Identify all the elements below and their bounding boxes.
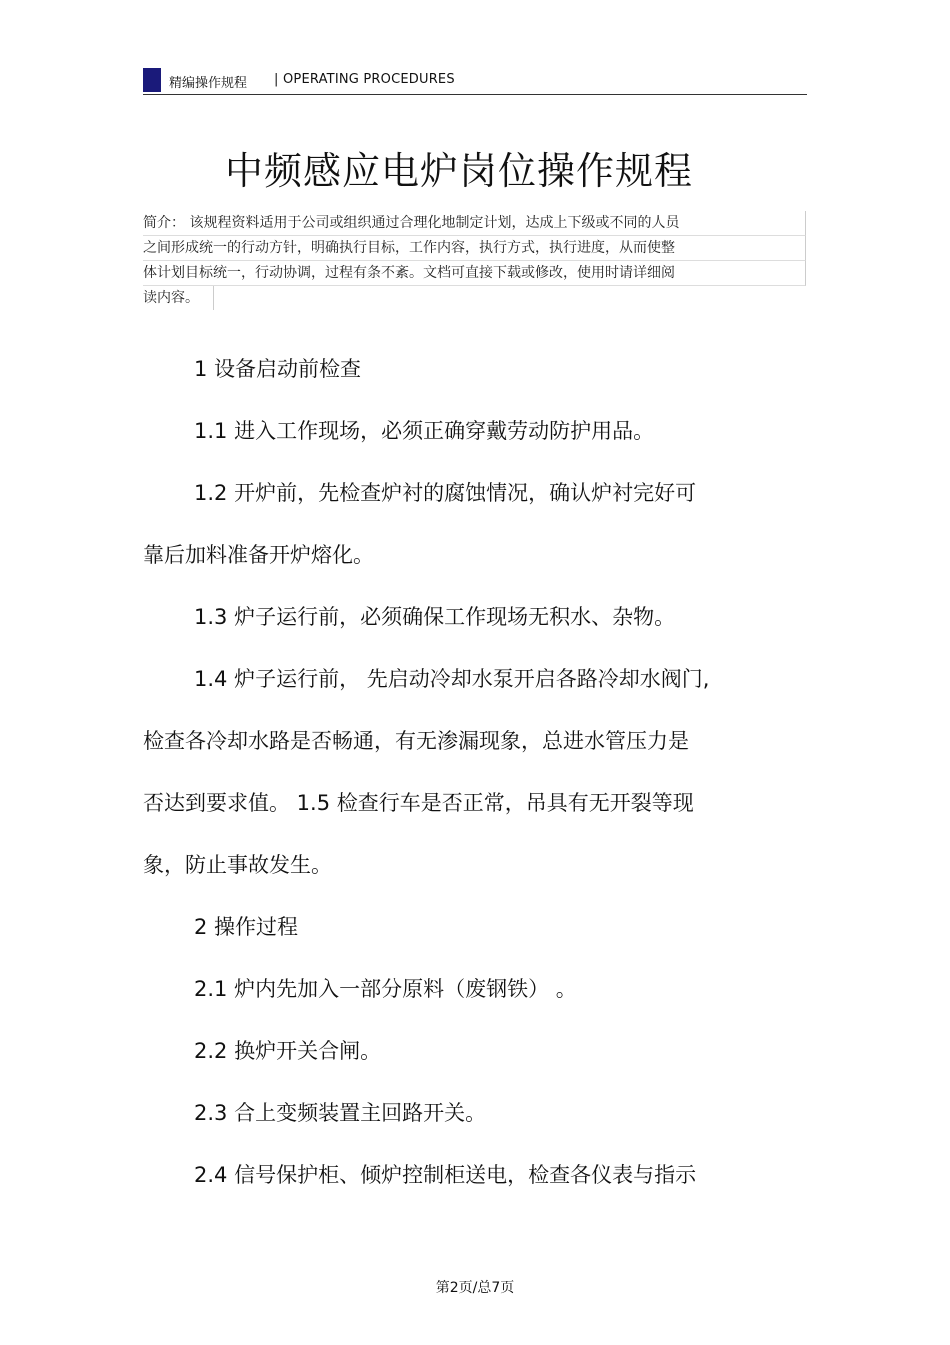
document-title: 中频感应电炉岗位操作规程	[224, 149, 693, 193]
header-title-en: OPERATING PROCEDURES	[283, 72, 455, 87]
paragraph-line: 2.3 合上变频装置主回路开关。	[194, 1101, 487, 1125]
logo-icon	[143, 68, 161, 92]
intro-line: 读内容。	[143, 286, 214, 310]
page-header	[143, 68, 807, 95]
paragraph-line: 2.2 换炉开关合闸。	[194, 1039, 382, 1063]
section-heading: 2 操作过程	[194, 915, 299, 939]
paragraph-line: 检查各冷却水路是否畅通，有无渗漏现象，总进水管压力是	[143, 729, 689, 753]
intro-line: 之间形成统一的行动方针，明确执行目标，工作内容，执行方式，执行进度，从而使整	[143, 236, 806, 261]
section-heading: 1 设备启动前检查	[194, 357, 362, 381]
paragraph-line: 象，防止事故发生。	[143, 853, 332, 877]
paragraph-line: 否达到要求值。 1.5 检查行车是否正常，吊具有无开裂等现	[143, 791, 694, 815]
paragraph-line: 2.1 炉内先加入一部分原料（废钢铁） 。	[194, 977, 577, 1001]
header-title-cn: 精编操作规程	[169, 76, 248, 91]
paragraph-line: 1.1 进入工作现场，必须正确穿戴劳动防护用品。	[194, 419, 655, 443]
header-separator: |	[274, 72, 279, 87]
intro-line: 简介： 该规程资料适用于公司或组织通过合理化地制定计划，达成上下级或不同的人员	[143, 211, 806, 236]
paragraph-line: 1.4 炉子运行前， 先启动冷却水泵开启各路冷却水阀门,	[194, 667, 710, 691]
paragraph-line: 1.2 开炉前，先检查炉衬的腐蚀情况，确认炉衬完好可	[194, 481, 697, 505]
intro-box	[143, 211, 807, 310]
paragraph-line: 靠后加料准备开炉熔化。	[143, 543, 374, 567]
paragraph-line: 2.4 信号保护柜、倾炉控制柜送电，检查各仪表与指示	[194, 1163, 697, 1187]
paragraph-line: 1.3 炉子运行前，必须确保工作现场无积水、杂物。	[194, 605, 676, 629]
intro-line: 体计划目标统一，行动协调，过程有条不紊。文档可直接下载或修改，使用时请详细阅	[143, 261, 806, 286]
page-number: 第2页/总7页	[435, 1280, 515, 1296]
